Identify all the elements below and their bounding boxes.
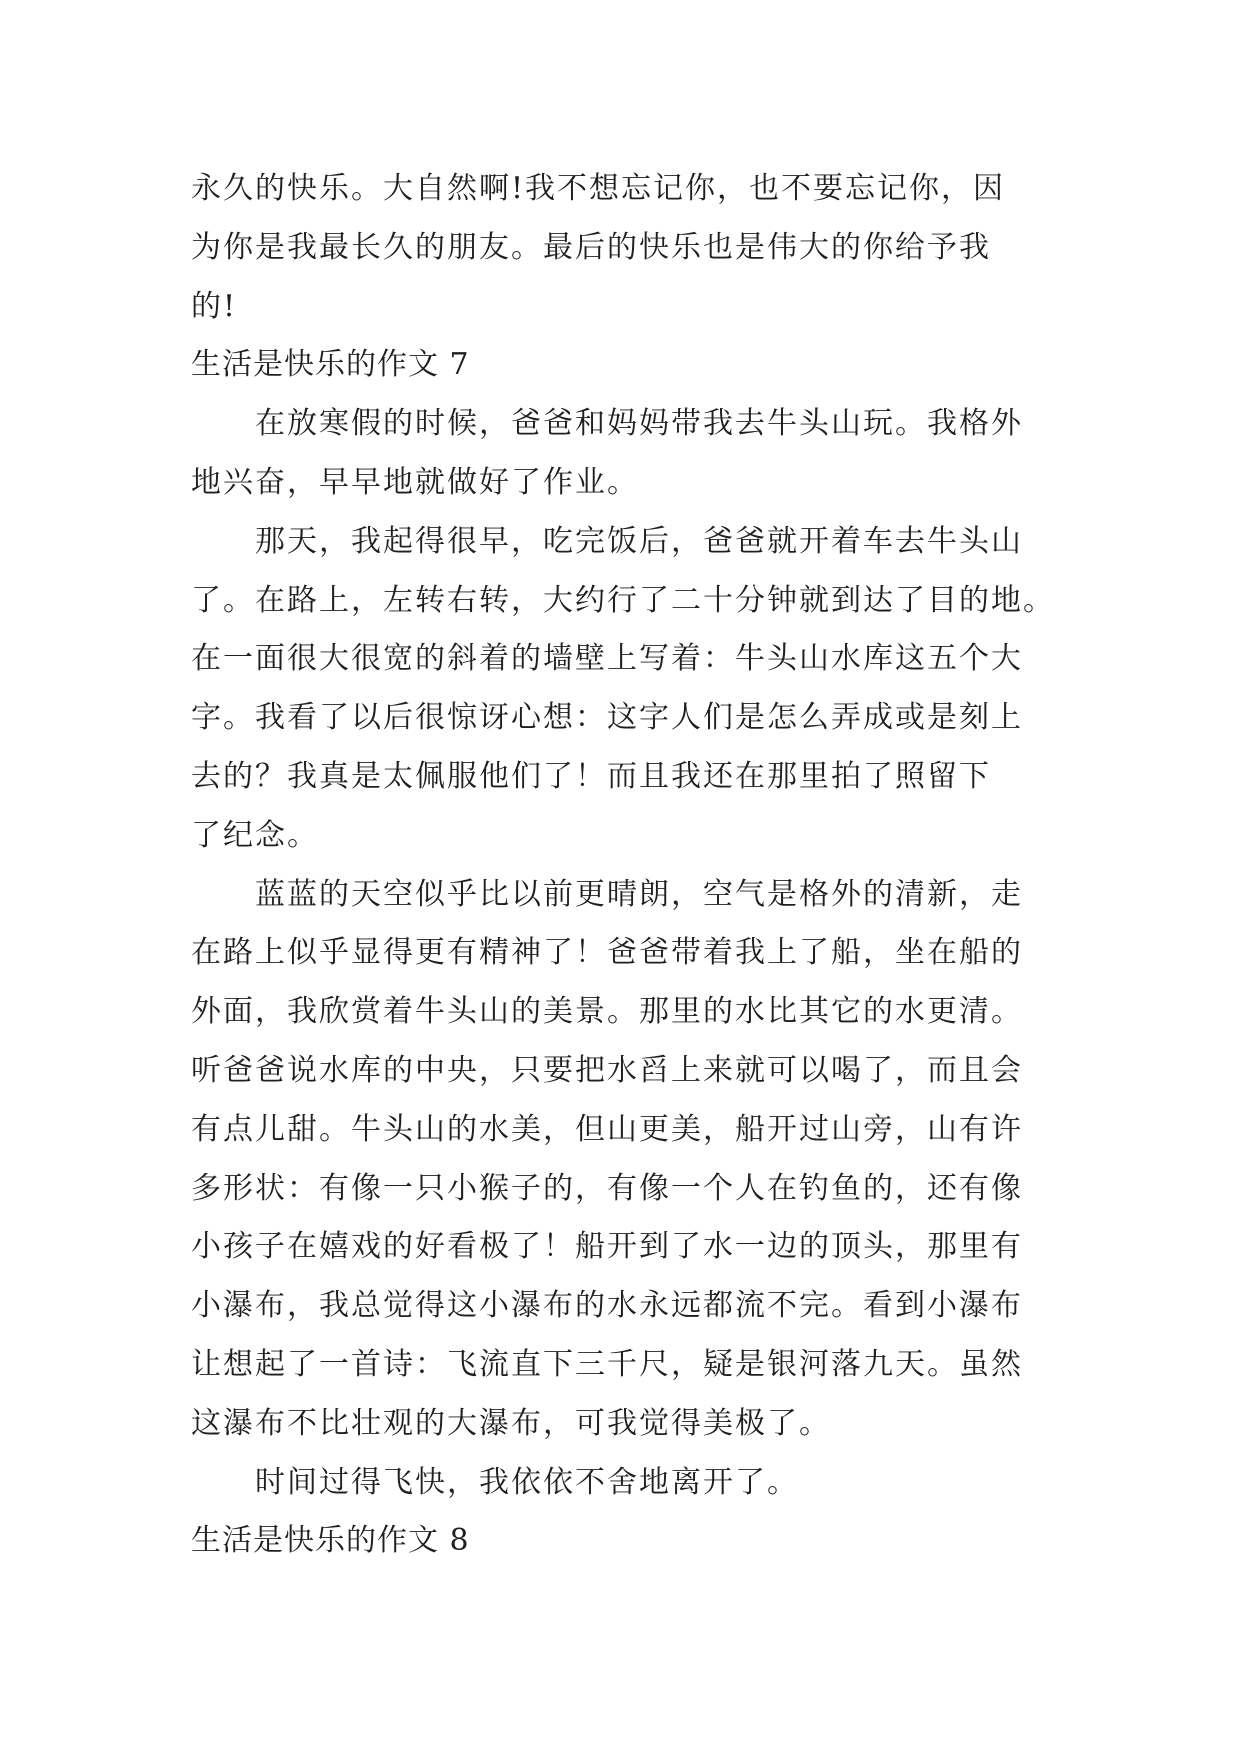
text-line: 让想起了一首诗：飞流直下三千尺，疑是银河落九天。虽然	[191, 1346, 1023, 1382]
text-line: 小瀑布，我总觉得这小瀑布的水永远都流不完。看到小瀑布	[191, 1288, 1023, 1324]
document-body	[191, 160, 1071, 1571]
paragraph-first-line: 在放寒假的时候，爸爸和妈妈带我去牛头山玩。我格外	[255, 406, 1023, 442]
text-line: 这瀑布不比壮观的大瀑布，可我觉得美极了。	[191, 1405, 831, 1441]
text-line: 永久的快乐。大自然啊!我不想忘记你，也不要忘记你，因	[191, 171, 1006, 206]
text-line: 听爸爸说水库的中央，只要把水舀上来就可以喝了，而且会	[191, 1052, 1023, 1088]
text-line: 为你是我最长久的朋友。最后的快乐也是伟大的你给予我	[191, 229, 991, 265]
text-line: 了纪念。	[191, 817, 319, 853]
text-line: 去的？我真是太佩服他们了！而且我还在那里拍了照留下	[191, 758, 991, 794]
paragraph-first-line: 蓝蓝的天空似乎比以前更晴朗，空气是格外的清新，走	[255, 876, 1023, 912]
text-line: 小孩子在嬉戏的好看极了！船开到了水一边的顶头，那里有	[191, 1229, 1023, 1265]
paragraph-first-line: 时间过得飞快，我依依不舍地离开了。	[255, 1464, 799, 1500]
text-line: 外面，我欣赏着牛头山的美景。那里的水比其它的水更清。	[191, 994, 1023, 1030]
text-line: 有点儿甜。牛头山的水美，但山更美，船开过山旁，山有许	[191, 1111, 1023, 1147]
text-line: 在一面很大很宽的斜着的墙壁上写着：牛头山水库这五个大	[191, 641, 1023, 677]
section-heading: 生活是快乐的作文 7	[191, 347, 470, 383]
text-line: 地兴奋，早早地就做好了作业。	[191, 464, 639, 500]
section-heading: 生活是快乐的作文 8	[191, 1523, 470, 1559]
text-line: 多形状：有像一只小猴子的，有像一个人在钓鱼的，还有像	[191, 1170, 1023, 1206]
text-line: 的!	[191, 288, 238, 324]
paragraph-first-line: 那天，我起得很早，吃完饭后，爸爸就开着车去牛头山	[255, 523, 1023, 559]
text-line: 在路上似乎显得更有精神了！爸爸带着我上了船，坐在船的	[191, 935, 1023, 971]
text-line: 字。我看了以后很惊讶心想：这字人们是怎么弄成或是刻上	[191, 700, 1023, 736]
text-line: 了。在路上，左转右转，大约行了二十分钟就到达了目的地。	[191, 582, 1055, 618]
